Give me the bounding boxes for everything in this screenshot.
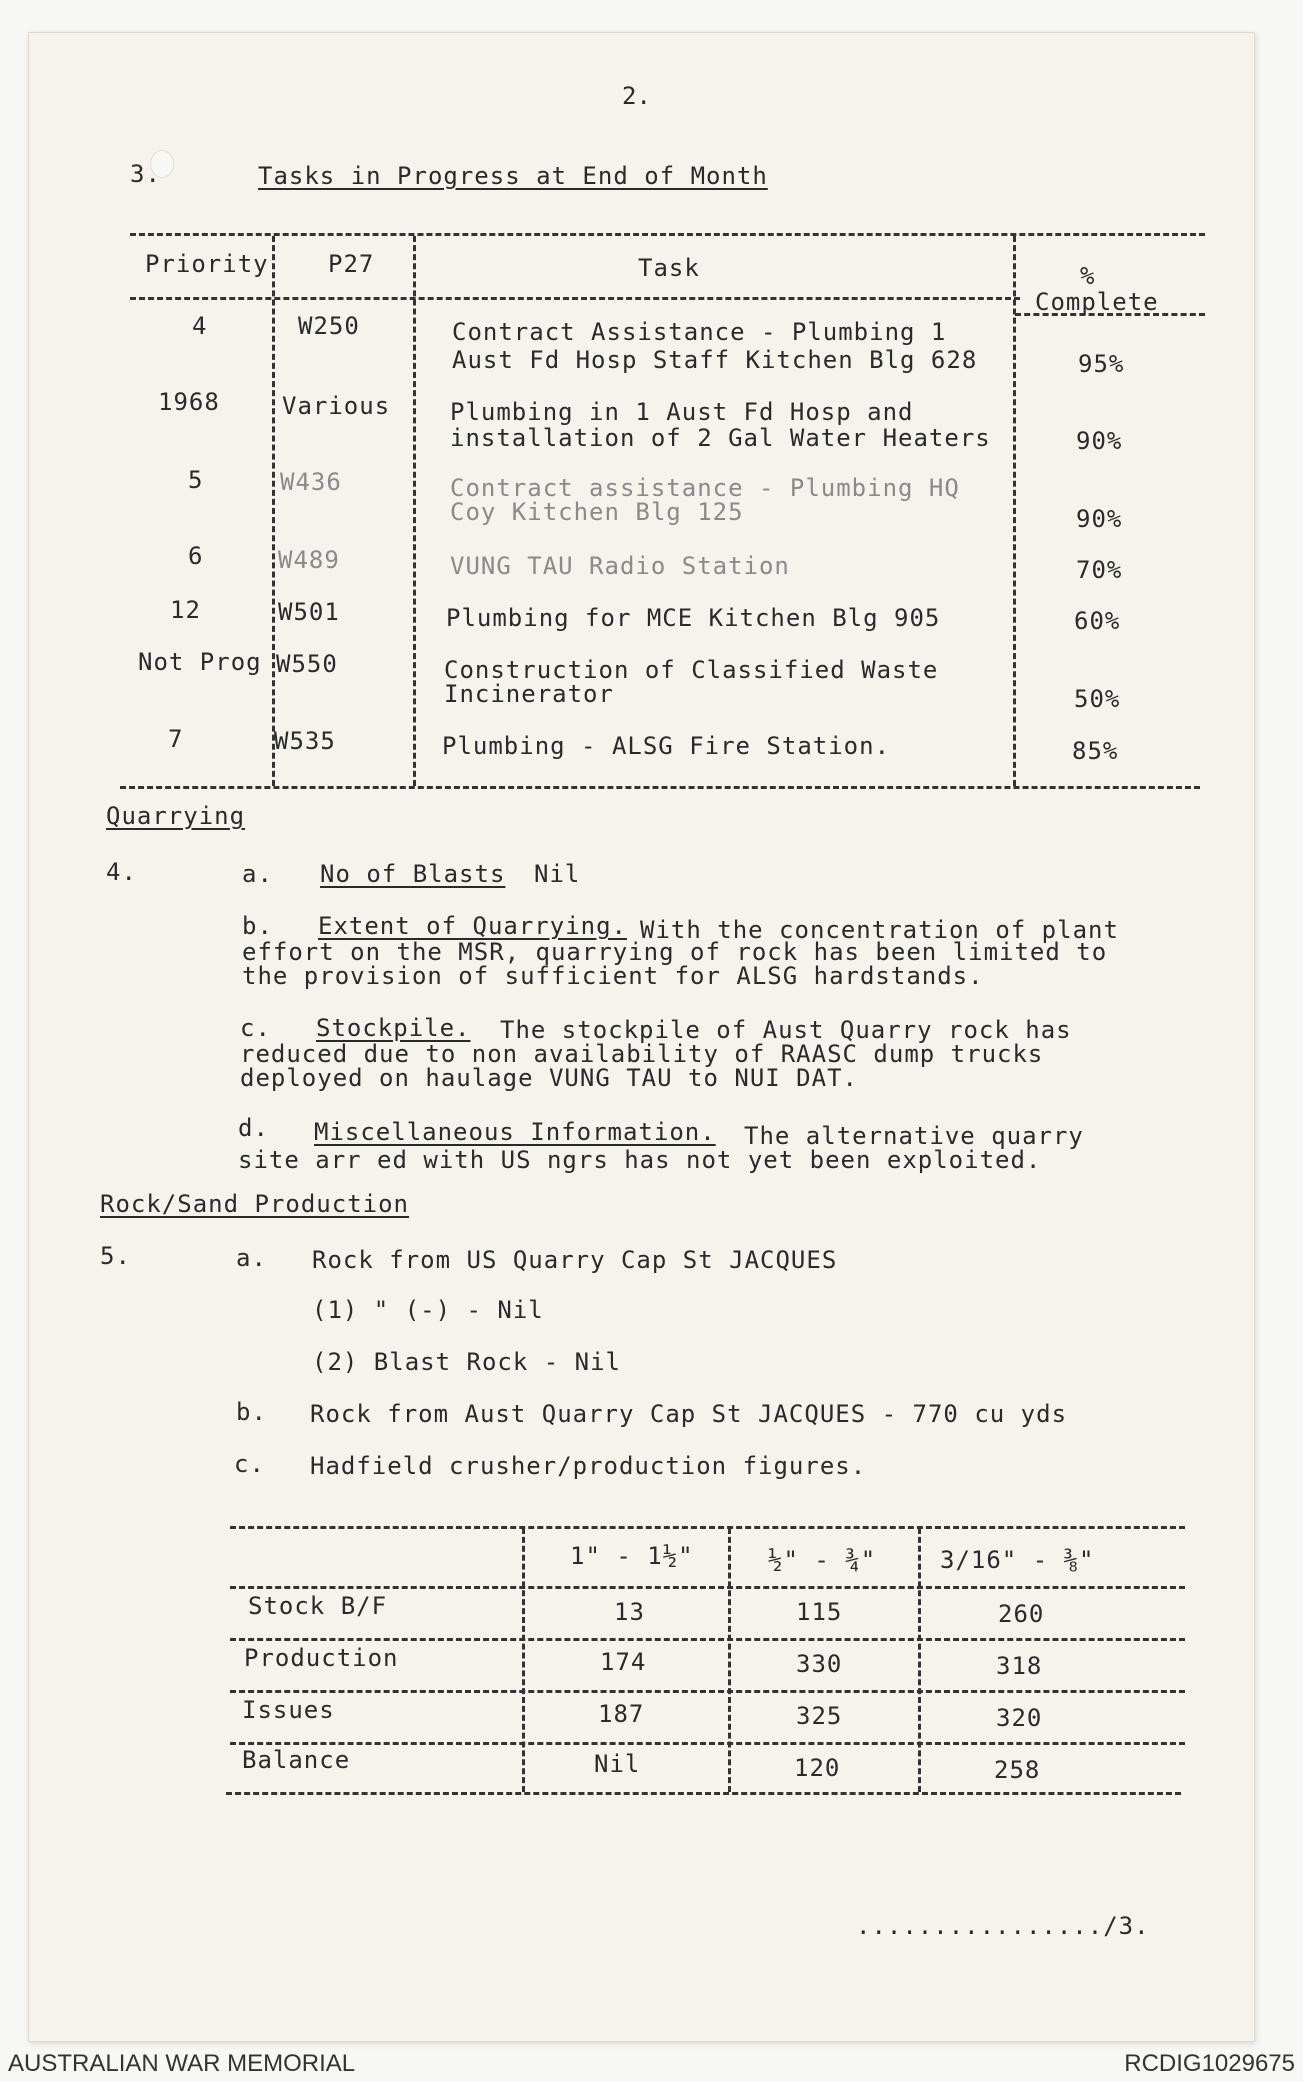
item-letter: c. [234,1450,265,1478]
table-rule [230,1586,1185,1589]
table-divider [918,1528,921,1792]
cell-value: 115 [796,1598,843,1626]
table-divider [522,1528,525,1792]
cell-value: 260 [998,1600,1045,1628]
table-rule-top [130,233,1205,236]
section-number: 3. [130,160,161,188]
item-text: Hadfield crusher/production figures. [310,1452,867,1480]
table-rule [230,1638,1185,1641]
cell-priority: Not Prog [138,648,262,676]
cell-task-line: Plumbing for MCE Kitchen Blg 905 [446,604,941,632]
item-letter: d. [238,1114,269,1142]
item-text-line: effort on the MSR, quarrying of rock has been limited to [242,938,1108,966]
col-header-complete: Complete [1035,288,1159,316]
cell-task-line: Aust Fd Hosp Staff Kitchen Blg 628 [452,346,978,374]
item-letter: a. [236,1244,267,1272]
continuation-marker: ................/3. [856,1912,1150,1940]
cell-priority: 4 [192,312,208,340]
col-header-priority: Priority [145,250,269,278]
cell-value: 325 [796,1702,843,1730]
cell-complete: 95% [1078,350,1125,378]
table-divider [728,1528,731,1792]
cell-task-line: Contract Assistance - Plumbing 1 [452,318,947,346]
cell-priority: 7 [168,725,184,753]
cell-priority: 6 [188,542,204,570]
para-number: 5. [100,1242,131,1270]
cell-complete: 50% [1074,685,1121,713]
section-heading: Tasks in Progress at End of Month [258,162,768,190]
table-rule [230,1742,1185,1745]
cell-task-line: Plumbing in 1 Aust Fd Hosp and [450,398,914,426]
row-label: Production [244,1644,399,1672]
item-text-line: With the concentration of plant [640,916,1119,944]
cell-p27: W489 [278,546,340,574]
item-letter: b. [236,1398,267,1426]
cell-value: 318 [996,1652,1043,1680]
cell-value: 120 [794,1754,841,1782]
cell-task-line: installation of 2 Gal Water Heaters [450,424,991,452]
sub-item: (1) " (-) - Nil [312,1296,544,1324]
cell-task-line: Plumbing - ALSG Fire Station. [442,732,891,760]
cell-p27: W436 [280,468,342,496]
cell-task-line: Incinerator [444,680,614,708]
cell-p27: W550 [276,650,338,678]
col-header: 1" - 1½" [570,1542,694,1570]
cell-p27: W250 [298,312,360,340]
cell-task-line: Construction of Classified Waste [444,656,939,684]
rock-sand-heading: Rock/Sand Production [100,1190,409,1218]
table-divider-1 [272,236,275,786]
item-text-line: The alternative quarry [744,1122,1084,1150]
table-rule-header [130,297,1020,300]
cell-p27: Various [282,392,391,420]
cell-task-line: Contract assistance - Plumbing HQ [450,474,960,502]
item-text-line: The stockpile of Aust Quarry rock has [500,1016,1072,1044]
item-title: Miscellaneous Information. [314,1118,716,1146]
table-divider-3 [1013,236,1016,786]
item-letter: b. [242,912,273,940]
cell-value: 13 [614,1598,645,1626]
cell-value: 320 [996,1704,1043,1732]
row-label: Issues [242,1696,335,1724]
item-title: No of Blasts [320,860,506,888]
cell-complete: 85% [1072,737,1119,765]
table-rule [226,1792,1181,1795]
col-header: 3/16" - ⅜" [940,1546,1095,1574]
cell-complete: 90% [1076,427,1123,455]
cell-p27: W535 [274,727,336,755]
cell-complete: 70% [1076,556,1123,584]
table-divider-2 [413,236,416,786]
cell-p27: W501 [278,598,340,626]
item-text-line: deployed on haulage VUNG TAU to NUI DAT. [240,1064,858,1092]
cell-complete: 90% [1076,505,1123,533]
item-text-line: reduced due to non availability of RAASC dump trucks [240,1040,1044,1068]
cell-task-line: VUNG TAU Radio Station [450,552,790,580]
quarrying-heading: Quarrying [106,802,246,830]
item-text: Nil [534,860,581,888]
table-rule-bottom [120,786,1200,789]
sub-item: (2) Blast Rock - Nil [312,1348,621,1376]
row-label: Balance [242,1746,351,1774]
item-text-line: site arr ed with US ngrs has not yet been exploited. [238,1146,1042,1174]
item-text: Rock from US Quarry Cap St JACQUES [312,1246,838,1274]
item-letter: a. [242,860,273,888]
table-rule [230,1690,1185,1693]
col-header-percent: % [1080,262,1096,290]
cell-value: 258 [994,1756,1041,1784]
row-label: Stock B/F [248,1592,388,1620]
item-letter: c. [240,1014,271,1042]
item-title: Extent of Quarrying. [318,912,627,940]
cell-priority: 5 [188,466,204,494]
archive-id: RCDIG1029675 [1124,2050,1295,2077]
col-header-task: Task [638,254,700,282]
item-text-line: the provision of sufficient for ALSG hardstands. [242,962,984,990]
para-number: 4. [106,858,137,886]
cell-priority: 12 [170,596,201,624]
cell-value: 187 [598,1700,645,1728]
cell-complete: 60% [1074,607,1121,635]
cell-task-line: Coy Kitchen Blg 125 [450,498,744,526]
col-header-p27: P27 [328,250,375,278]
cell-priority: 1968 [158,388,220,416]
item-text: Rock from Aust Quarry Cap St JACQUES - 770 cu yds [310,1400,1068,1428]
table-rule [230,1526,1185,1529]
page-number: 2. [622,82,651,110]
cell-value: Nil [594,1750,641,1778]
cell-value: 174 [600,1648,647,1676]
cell-value: 330 [796,1650,843,1678]
item-title: Stockpile. [316,1014,471,1042]
archive-label: AUSTRALIAN WAR MEMORIAL [8,2050,356,2077]
col-header: ½" - ¾" [768,1546,877,1574]
